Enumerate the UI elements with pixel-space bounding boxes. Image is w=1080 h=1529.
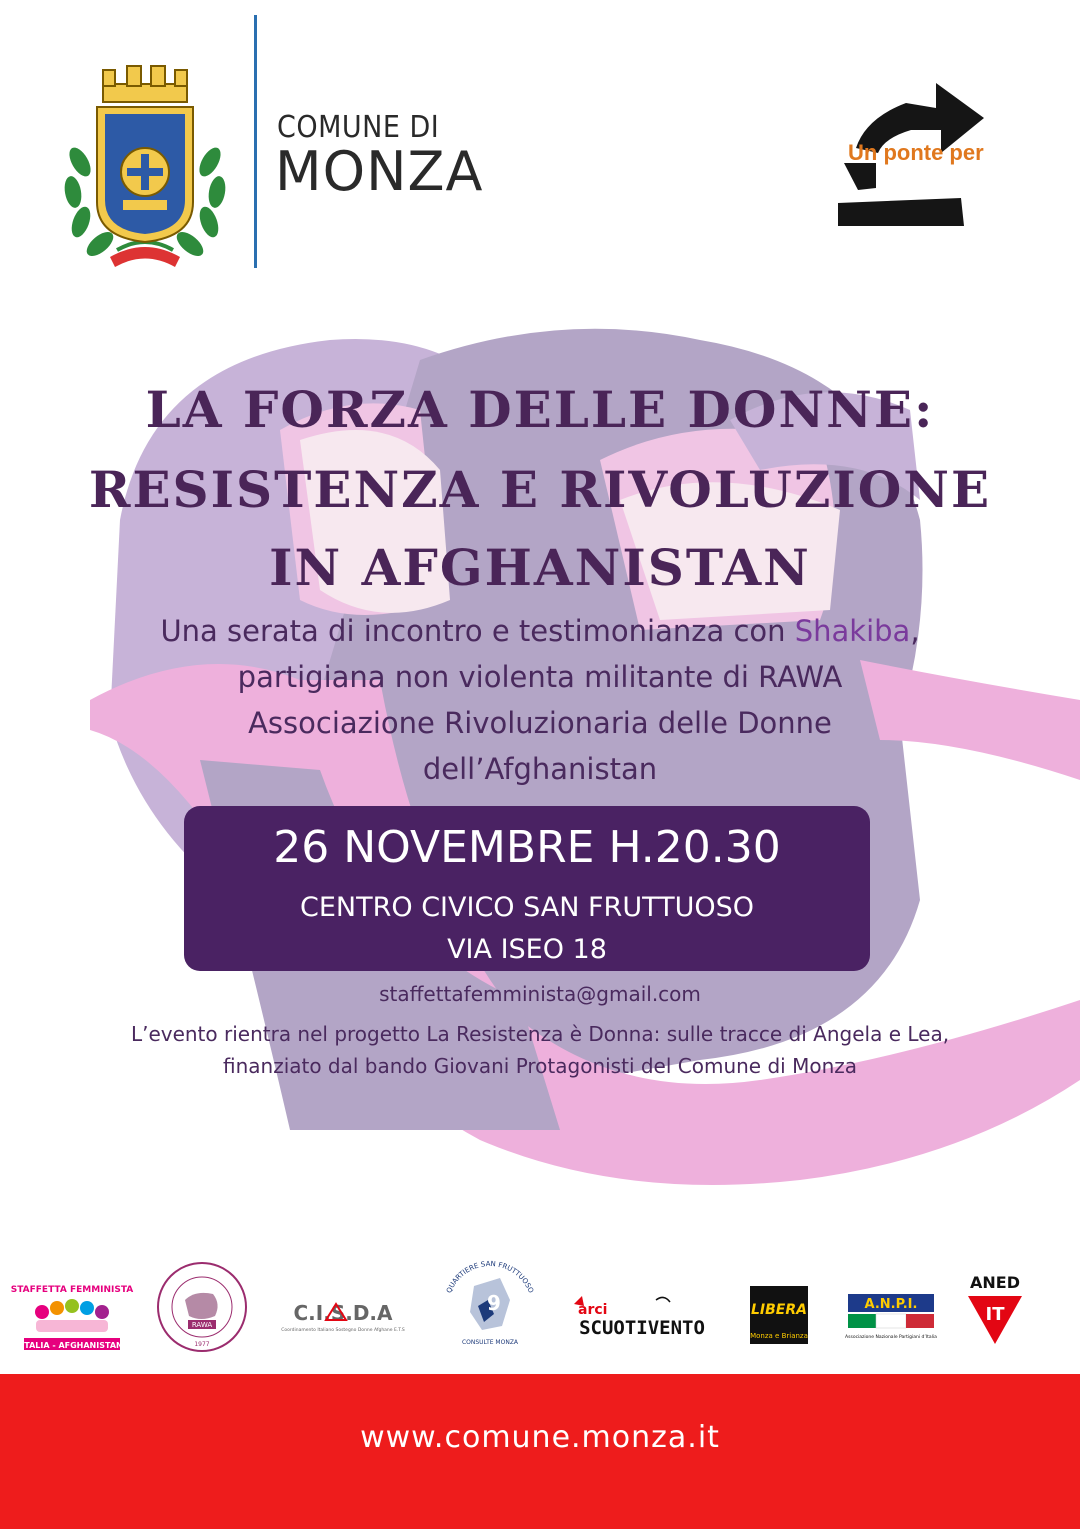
event-date-time: 26 NOVEMBRE H.20.30 [273, 822, 781, 873]
event-title-line-1: LA FORZA DELLE DONNE: [145, 380, 935, 439]
libera-logo [750, 1286, 808, 1344]
crown-icon [103, 66, 187, 102]
libera-text: LIBERA [751, 1302, 807, 1318]
monza-crest-logo [55, 62, 235, 277]
staffetta-bottom-text: ITALIA - AFGHANISTAN [21, 1341, 123, 1350]
anpi-subtext: Associazione Nazionale Partigiani d’Italia [845, 1335, 937, 1340]
speaker-name: Shakiba [794, 614, 911, 648]
project-note-line-1: L’evento rientra nel progetto La Resistenza è Donna: sulle tracce di Angela e Lea, [130, 1022, 950, 1046]
staffetta-top-text: STAFFETTA FEMMINISTA [10, 1285, 134, 1295]
anpi-text: A.N.P.I. [864, 1297, 918, 1312]
arci-text: arci [578, 1302, 608, 1318]
subtitle-line-1 [0, 614, 1080, 648]
cisda-text: C.I.S.D.A [293, 1301, 393, 1325]
footer-website-link[interactable]: www.comune.monza.it [360, 1420, 720, 1455]
aned-logo [962, 1270, 1028, 1350]
aned-text: ANED [970, 1273, 1020, 1292]
quartiere-san-fruttuoso-logo [438, 1256, 542, 1352]
libera-subtext: Monza e Brianza [750, 1332, 808, 1340]
event-title-line-2: RESISTENZA E RIVOLUZIONE [88, 460, 992, 519]
header-divider [254, 15, 257, 268]
rawa-logo [155, 1260, 249, 1354]
event-address: VIA ISEO 18 [447, 934, 607, 965]
event-venue: CENTRO CIVICO SAN FRUTTUOSO [300, 892, 754, 923]
rawa-text: RAWA [191, 1321, 213, 1329]
quartiere-number: 9 [487, 1291, 501, 1315]
subtitle-line-3: Associazione Rivoluzionaria delle Donne [248, 706, 832, 740]
monza-label: MONZA [275, 140, 484, 203]
rawa-year: 1977 [194, 1341, 210, 1348]
cisda-subtext: Coordinamento Italiano Sostegno Donne Afghane E.T.S [281, 1328, 405, 1333]
subtitle-line-2: partigiana non violenta militante di RAWA [237, 660, 843, 694]
contact-email[interactable]: staffettafemminista@gmail.com [379, 982, 701, 1006]
anpi-logo [846, 1290, 936, 1344]
un-ponte-per-text: Un ponte per [848, 140, 984, 165]
quartiere-top-text: QUARTIERE SAN FRUTTUOSO [445, 1259, 535, 1295]
comune-di-label: COMUNE DI [277, 110, 440, 145]
quartiere-bottom-text: CONSULTE MONZA [461, 1339, 519, 1346]
aned-mark: IT [985, 1304, 1005, 1325]
project-note-line-2: finanziato dal bando Giovani Protagonisti del Comune di Monza [222, 1054, 857, 1078]
staffetta-femminista-logo [10, 1278, 134, 1352]
cisda-logo [276, 1298, 410, 1334]
subtitle-line-4: dell’Afghanistan [422, 752, 658, 786]
scuotivento-text: SCUOTIVENTO [579, 1317, 705, 1339]
subtitle-intro: Una serata di incontro e testimonianza con [160, 614, 795, 648]
arci-scuotivento-logo [570, 1292, 714, 1340]
subtitle-comma: , [910, 614, 920, 648]
event-title-line-3: IN AFGHANISTAN [269, 538, 811, 597]
